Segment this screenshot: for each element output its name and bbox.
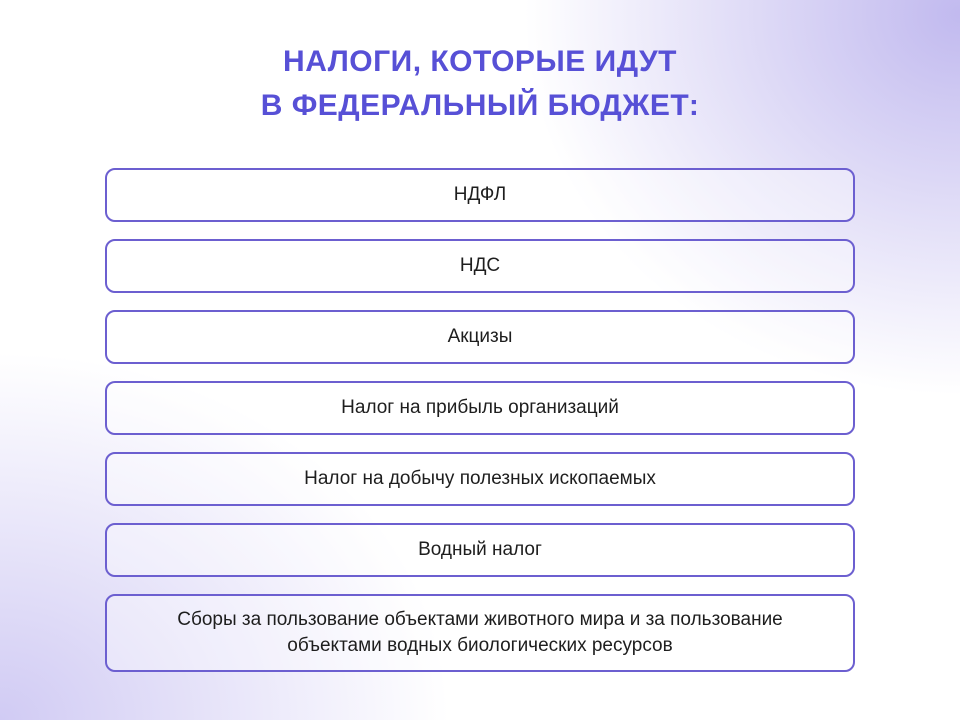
tax-item-water-tax	[105, 523, 855, 577]
page-title	[0, 40, 960, 128]
tax-item-label: Налог на добычу полезных ископаемых	[304, 468, 656, 490]
title-line-2: В ФЕДЕРАЛЬНЫЙ БЮДЖЕТ:	[260, 89, 700, 122]
tax-item-profit-tax	[105, 381, 855, 435]
title-line-1: НАЛОГИ, КОТОРЫЕ ИДУТ	[283, 45, 677, 78]
tax-item-label: Акцизы	[447, 326, 513, 348]
tax-item-excise	[105, 310, 855, 364]
tax-item-label: НДФЛ	[453, 184, 507, 206]
tax-item-ndfl	[105, 168, 855, 222]
tax-item-nds	[105, 239, 855, 293]
tax-item-mineral-extraction	[105, 452, 855, 506]
tax-item-label: Водный налог	[418, 539, 542, 561]
tax-item-wildlife-fees	[105, 594, 855, 672]
tax-item-label: Налог на прибыль организаций	[341, 397, 619, 419]
tax-list	[105, 168, 855, 672]
tax-item-label: Сборы за пользование объектами животного мира и за пользование объектами водных биологических ресурсов	[177, 609, 783, 656]
tax-item-label: НДС	[459, 255, 501, 277]
